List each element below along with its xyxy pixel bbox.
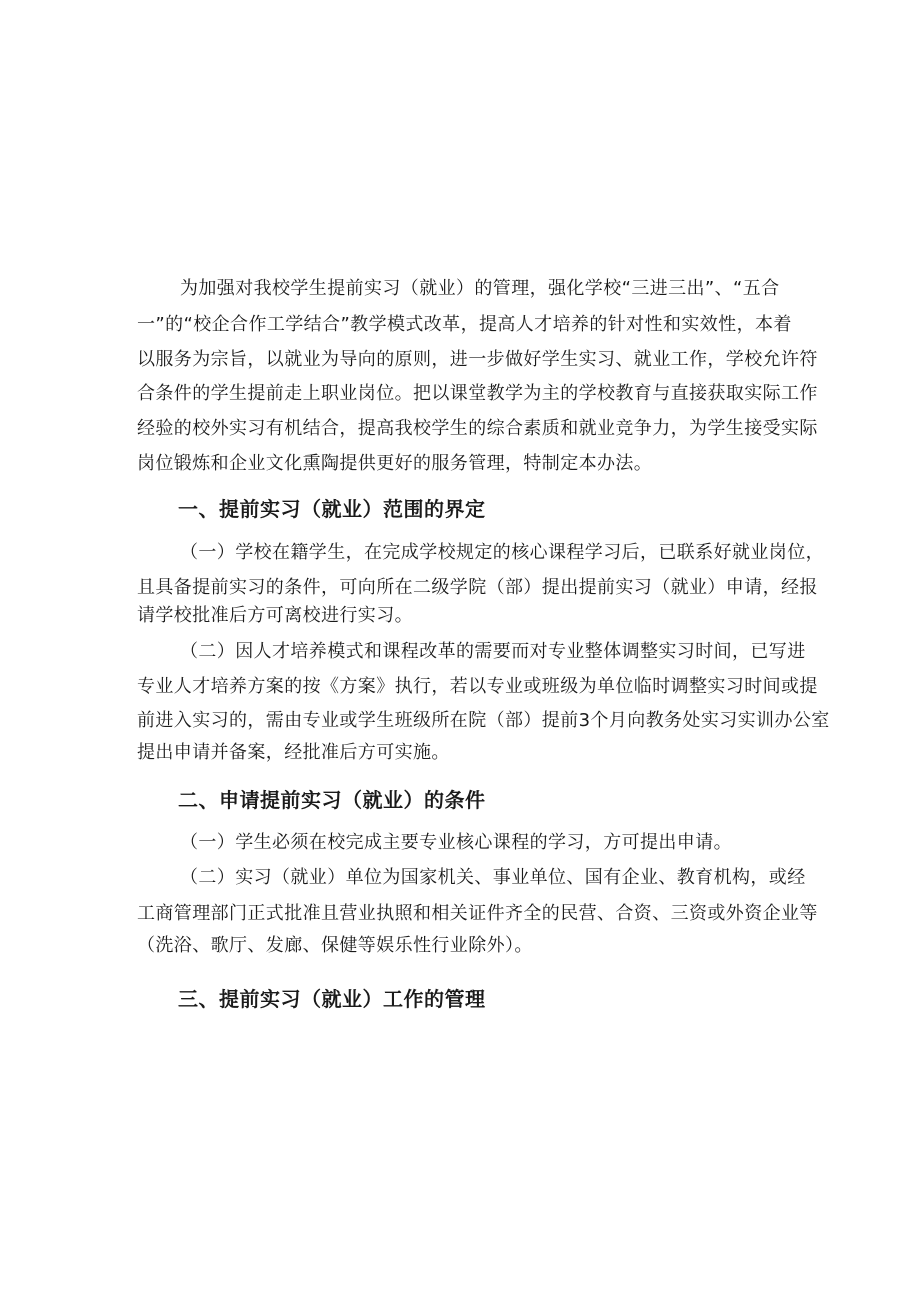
- section-1-heading: 一、提前实习（就业）范围的界定: [178, 497, 486, 521]
- section-2-item-2-line-2: 工商管理部门正式批准且营业执照和相关证件齐全的民营、合资、三资或外资企业等: [137, 903, 818, 924]
- intro-line-2: 一”的“校企合作工学结合”教学模式改革，提高人才培养的针对性和实效性，本着: [137, 314, 792, 335]
- section-1-item-2-line-2: 专业人才培养方案的按《方案》执行，若以专业或班级为单位临时调整实习时间或提: [137, 676, 818, 697]
- section-2-item-2-line-1: （二）实习（就业）单位为国家机关、事业单位、国有企业、教育机构，或经: [180, 867, 806, 888]
- intro-line-3: 以服务为宗旨，以就业为导向的原则，进一步做好学生实习、就业工作，学校允许符: [137, 349, 818, 370]
- section-1-item-1-line-3: 请学校批准后方可离校进行实习。: [137, 605, 413, 626]
- intro-line-4: 合条件的学生提前走上职业岗位。把以课堂教学为主的学校教育与直接获取实际工作: [137, 383, 818, 404]
- intro-line-1: 为加强对我校学生提前实习（就业）的管理，强化学校“三进三出”、“五合: [180, 278, 780, 299]
- section-2-item-2-line-3: （洗浴、歌厅、发廊、保健等娱乐性行业除外）。: [137, 935, 533, 956]
- section-2-item-1-line-1: （一）学生必须在校完成主要专业核心课程的学习，方可提出申请。: [180, 832, 732, 853]
- section-2-heading: 二、申请提前实习（就业）的条件: [178, 788, 486, 812]
- section-1-item-2-line-1: （二）因人才培养模式和课程改革的需要而对专业整体调整实习时间，已写进: [180, 641, 806, 662]
- section-1-item-2-line-3: 前进入实习的，需由专业或学生班级所在院（部）提前3个月向教务处实习实训办公室: [137, 710, 830, 731]
- intro-line-5: 经验的校外实习有机结合，提高我校学生的综合素质和就业竞争力，为学生接受实际: [137, 418, 818, 439]
- section-1-item-1-line-2: 且具备提前实习的条件，可向所在二级学院（部）提出提前实习（就业）申请，经报: [137, 577, 818, 598]
- intro-line-6: 岗位锻炼和企业文化熏陶提供更好的服务管理，特制定本办法。: [137, 453, 653, 474]
- section-1-item-1-line-1: （一）学校在籍学生，在完成学校规定的核心课程学习后，已联系好就业岗位，: [180, 542, 824, 563]
- section-3-heading: 三、提前实习（就业）工作的管理: [178, 987, 486, 1011]
- section-1-item-2-line-4: 提出申请并备案，经批准后方可实施。: [137, 742, 450, 763]
